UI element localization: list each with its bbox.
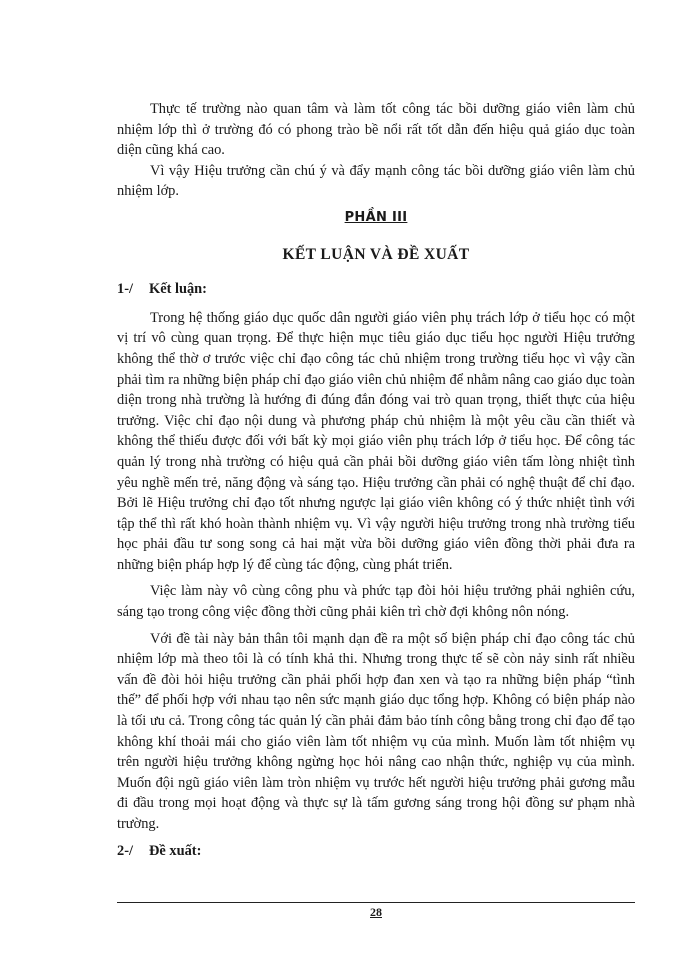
proposal-heading [117, 841, 635, 862]
conclusion-paragraph-2: Việc làm này vô cùng công phu và phức tạp đòi hỏi hiệu trưởng phải nghiên cứu, sáng tạo trong công việc đồng thời cũng phải kiên trì chờ đợi không nôn nóng. [117, 583, 635, 621]
intro-paragraph-2: Vì vậy Hiệu trưởng cần chú ý và đẩy mạnh công tác bồi dưỡng giáo viên làm chủ nhiệm lớp. [117, 162, 635, 200]
section-subtitle: KẾT LUẬN VÀ ĐỀ XUẤT [282, 245, 470, 263]
conclusion-number: 1-/ [117, 281, 133, 298]
conclusion-paragraph-3: Với đề tài này bản thân tôi mạnh dạn đề ra một số biện pháp chỉ đạo công tác chủ nhiệm lớp mà theo tôi là có tính khả thi. Nhưng trong thực tế sẽ còn nảy sinh rất nhiều vấn đề đòi hỏi hiệu trưởng cần phải phối hợp đan xen và tạo ra những biện pháp “tình thế” để phối hợp với nhau tạo nên sức mạnh giáo dục tổng hợp. Không có biện pháp nào là tối ưu cả. Trong công tác quản lý cần phải đảm bảo tính công bằng trong chỉ đạo để tạo không khí thoải mái cho giáo viên làm tốt nhiệm vụ của mình. Muốn làm tốt nhiệm vụ trên người hiệu trưởng không ngừng học hỏi nâng cao nhận thức, nghiệp vụ của mình. Muốn đội ngũ giáo viên làm tròn nhiệm vụ trước hết người hiệu trưởng phải gương mẫu đi đầu trong mọi hoạt động và thực sự là tấm gương sáng trong hội đồng sư phạm nhà trường. [117, 630, 635, 832]
proposal-label: Đề xuất: [149, 842, 202, 859]
conclusion-label: Kết luận: [149, 281, 207, 298]
page-content [117, 99, 635, 869]
section-title: PHẦN III [344, 209, 408, 225]
intro-paragraph-1: Thực tế trường nào quan tâm và làm tốt công tác bồi dưỡng giáo viên làm chủ nhiệm lớp thì ở trường đó có phong trào bề nổi rất tốt dẫn đến hiệu quả giáo dục toàn diện cũng khá cao. [117, 101, 635, 159]
page-number: 28 [370, 905, 382, 919]
proposal-number: 2-/ [117, 842, 133, 859]
conclusion-paragraph-1: Trong hệ thống giáo dục quốc dân người giáo viên phụ trách lớp ở tiểu học có một vị trí vô cùng quan trọng. Để thực hiện mục tiêu giáo dục tiểu học người Hiệu trưởng không thể thờ ơ trước việc chỉ đạo công tác chủ nhiệm trong trường tiểu học vì vậy cần phải tìm ra những biện pháp chỉ đạo giáo viên chủ nhiệm để nhằm nâng cao giáo dục toàn diện trong nhà trường là hướng đi đúng đắn đóng vai trò quan trọng, thiết thực của hiệu trưởng. Việc chỉ đạo nội dung và phương pháp chủ nhiệm là một yêu cầu cần thiết và không thể thiếu được đối với bất kỳ mọi giáo viên phụ trách lớp ở tiểu học. Để công tác quản lý trong nhà trường có hiệu quả cần phải bồi dưỡng giáo viên tấm lòng nhiệt tình yêu nghề mến trẻ, năng động và sáng tạo. Hiệu trưởng cần phải có nghệ thuật để chỉ đạo. Bởi lẽ Hiệu trưởng chỉ đạo tốt nhưng ngược lại giáo viên không có ý thức nhiệt tình với tập thể thì rất khó hoàn thành nhiệm vụ. Vì vậy người hiệu trưởng trong nhà trường tiểu học phải đầu tư song song cả hai mặt vừa bồi dưỡng giáo viên đồng thời phải đưa ra những biện pháp hợp lý để cùng tác động, cùng phát triển. [117, 309, 635, 573]
conclusion-heading [117, 279, 635, 300]
footer-divider [117, 902, 635, 903]
